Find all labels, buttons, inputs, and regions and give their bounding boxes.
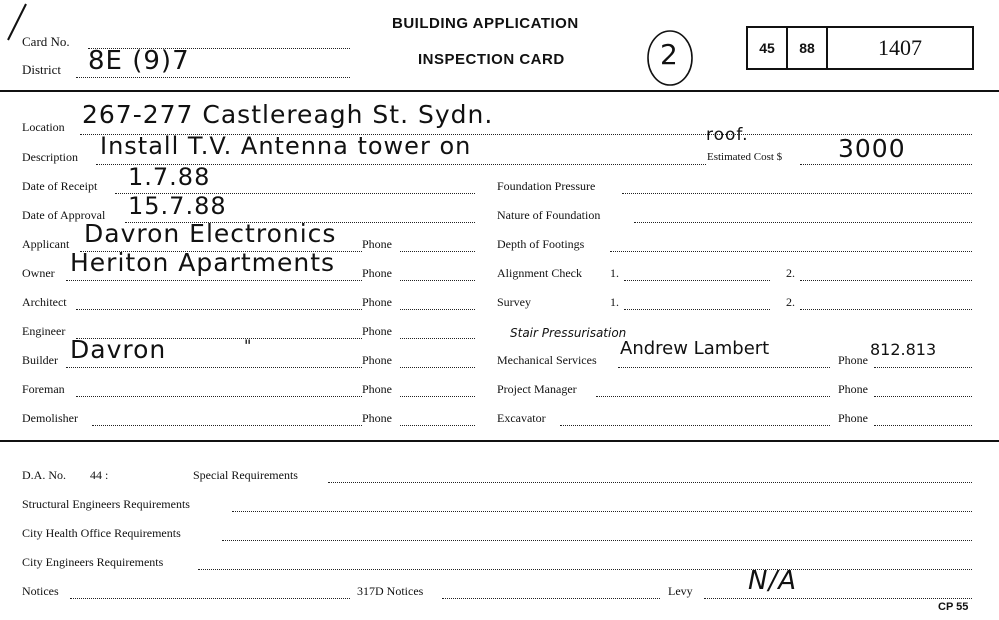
engineer-label: Engineer bbox=[22, 324, 66, 338]
project-manager-field[interactable] bbox=[596, 396, 830, 397]
foreman-phone-field[interactable] bbox=[400, 396, 475, 397]
reference-code-box bbox=[746, 26, 974, 70]
owner-field[interactable] bbox=[66, 280, 362, 281]
mechanical-phone-label: Phone bbox=[838, 353, 868, 367]
da-label: D.A. No. bbox=[22, 468, 66, 482]
card-no-label: Card No. bbox=[22, 34, 70, 49]
body-divider bbox=[0, 440, 999, 442]
receipt-value: 1.7.88 bbox=[128, 163, 211, 191]
code-right: 1407 bbox=[878, 35, 922, 60]
mechanical-phone-field[interactable] bbox=[874, 367, 972, 368]
project-manager-phone-label: Phone bbox=[838, 382, 868, 396]
special-label: Special Requirements bbox=[193, 468, 298, 482]
owner-value: Heriton Apartments bbox=[70, 248, 336, 277]
alignment-label: Alignment Check bbox=[497, 266, 582, 280]
builder-value: Davron bbox=[70, 335, 167, 364]
project-manager-label: Project Manager bbox=[497, 382, 577, 396]
alignment-one-label: 1. bbox=[610, 266, 619, 280]
applicant-phone-label: Phone bbox=[362, 237, 392, 251]
builder-label: Builder bbox=[22, 353, 58, 367]
survey-one-label: 1. bbox=[610, 295, 619, 309]
district-field[interactable] bbox=[76, 77, 350, 78]
levy-label: Levy bbox=[668, 584, 693, 598]
project-manager-phone-field[interactable] bbox=[874, 396, 972, 397]
demolisher-phone-field[interactable] bbox=[400, 425, 475, 426]
architect-field[interactable] bbox=[76, 309, 362, 310]
title-line2: INSPECTION CARD bbox=[418, 51, 565, 68]
architect-label: Architect bbox=[22, 295, 67, 309]
nature-foundation-field[interactable] bbox=[634, 222, 972, 223]
foreman-label: Foreman bbox=[22, 382, 65, 396]
owner-label: Owner bbox=[22, 266, 55, 280]
builder-phone-label: Phone bbox=[362, 353, 392, 367]
architect-phone-field[interactable] bbox=[400, 309, 475, 310]
builder-ditto: " bbox=[244, 336, 253, 355]
da-value: 44 : bbox=[90, 468, 109, 482]
notices-317d-field[interactable] bbox=[442, 598, 660, 599]
city-eng-label: City Engineers Requirements bbox=[22, 555, 164, 569]
demolisher-field[interactable] bbox=[92, 425, 362, 426]
location-label: Location bbox=[22, 120, 65, 134]
approval-value: 15.7.88 bbox=[128, 192, 227, 220]
survey-one-field[interactable] bbox=[624, 309, 770, 310]
mechanical-value: Andrew Lambert bbox=[620, 338, 770, 359]
levy-field[interactable] bbox=[704, 598, 972, 599]
code-mid: 88 bbox=[788, 28, 828, 68]
foreman-field[interactable] bbox=[76, 396, 362, 397]
applicant-phone-field[interactable] bbox=[400, 251, 475, 252]
description-extra: roof. bbox=[706, 125, 749, 145]
receipt-label: Date of Receipt bbox=[22, 179, 98, 193]
health-field[interactable] bbox=[222, 540, 972, 541]
survey-label: Survey bbox=[497, 295, 531, 309]
foundation-pressure-field[interactable] bbox=[622, 193, 972, 194]
survey-two-label: 2. bbox=[786, 295, 795, 309]
structural-field[interactable] bbox=[232, 511, 972, 512]
owner-phone-label: Phone bbox=[362, 266, 392, 280]
mechanical-label: Mechanical Services bbox=[497, 353, 597, 367]
owner-phone-field[interactable] bbox=[400, 280, 475, 281]
form-code: CP 55 bbox=[938, 601, 969, 613]
special-field[interactable] bbox=[328, 482, 972, 483]
mechanical-note: Stair Pressurisation bbox=[510, 326, 627, 340]
excavator-phone-label: Phone bbox=[838, 411, 868, 425]
demolisher-phone-label: Phone bbox=[362, 411, 392, 425]
demolisher-label: Demolisher bbox=[22, 411, 78, 425]
mechanical-phone-value: 812.813 bbox=[870, 340, 937, 359]
alignment-two-label: 2. bbox=[786, 266, 795, 280]
health-label: City Health Office Requirements bbox=[22, 526, 181, 540]
builder-field[interactable] bbox=[66, 367, 362, 368]
survey-two-field[interactable] bbox=[800, 309, 972, 310]
excavator-field[interactable] bbox=[560, 425, 830, 426]
depth-footings-field[interactable] bbox=[610, 251, 972, 252]
foreman-phone-label: Phone bbox=[362, 382, 392, 396]
builder-phone-field[interactable] bbox=[400, 367, 475, 368]
excavator-phone-field[interactable] bbox=[874, 425, 972, 426]
description-value: Install T.V. Antenna tower on bbox=[100, 132, 472, 160]
notices-label: Notices bbox=[22, 584, 59, 598]
notices-field[interactable] bbox=[70, 598, 350, 599]
alignment-one-field[interactable] bbox=[624, 280, 770, 281]
applicant-label: Applicant bbox=[22, 237, 70, 251]
district-value: 8E (9)7 bbox=[88, 46, 190, 76]
architect-phone-label: Phone bbox=[362, 295, 392, 309]
structural-label: Structural Engineers Requirements bbox=[22, 497, 190, 511]
district-label: District bbox=[22, 62, 61, 77]
depth-footings-label: Depth of Footings bbox=[497, 237, 585, 251]
mechanical-field[interactable] bbox=[618, 367, 830, 368]
levy-value: N/A bbox=[748, 566, 797, 596]
title-line1: BUILDING APPLICATION bbox=[392, 15, 579, 32]
engineer-phone-field[interactable] bbox=[400, 338, 475, 339]
excavator-label: Excavator bbox=[497, 411, 546, 425]
foundation-pressure-label: Foundation Pressure bbox=[497, 179, 596, 193]
description-label: Description bbox=[22, 150, 78, 164]
nature-foundation-label: Nature of Foundation bbox=[497, 208, 601, 222]
city-eng-field[interactable] bbox=[198, 569, 972, 570]
estimated-cost-value: 3000 bbox=[838, 134, 906, 163]
code-left: 45 bbox=[748, 28, 788, 68]
estimated-cost-field[interactable] bbox=[800, 164, 972, 165]
alignment-two-field[interactable] bbox=[800, 280, 972, 281]
location-value: 267-277 Castlereagh St. Sydn. bbox=[82, 100, 494, 129]
circled-number: 2 bbox=[660, 38, 679, 71]
engineer-phone-label: Phone bbox=[362, 324, 392, 338]
estimated-cost-label: Estimated Cost $ bbox=[707, 151, 783, 163]
approval-label: Date of Approval bbox=[22, 208, 106, 222]
notices-317d-label: 317D Notices bbox=[357, 584, 424, 598]
applicant-value: Davron Electronics bbox=[84, 219, 337, 248]
header-divider bbox=[0, 90, 999, 92]
